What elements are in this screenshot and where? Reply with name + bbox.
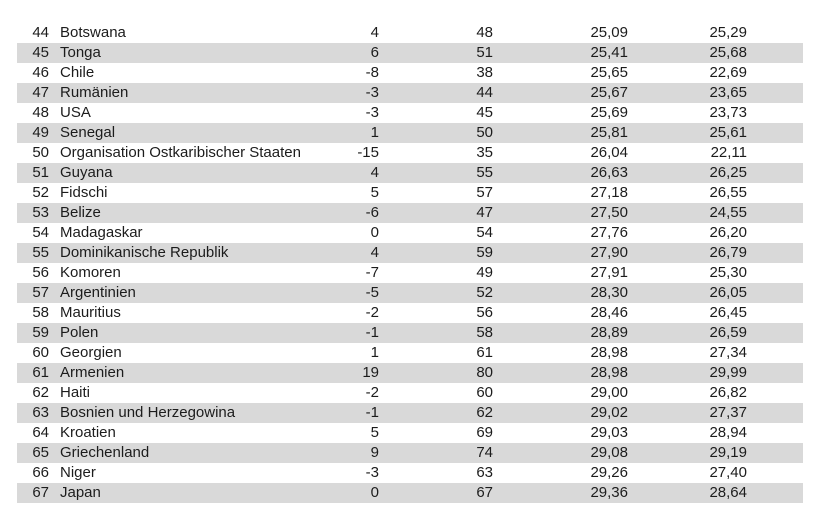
value-column-2-cell: 26,59 (709, 324, 747, 341)
rank-cell: 60 (32, 344, 49, 361)
secondary-rank-cell: 58 (476, 324, 493, 341)
rank-cell: 62 (32, 384, 49, 401)
value-column-2-cell: 25,61 (709, 124, 747, 141)
rank-change-cell: 6 (370, 44, 379, 61)
value-column-1-cell: 29,36 (590, 484, 628, 501)
rank-cell: 65 (32, 444, 49, 461)
country-name-cell: Madagaskar (60, 224, 143, 241)
value-column-1-cell: 28,98 (590, 344, 628, 361)
secondary-rank-cell: 69 (476, 424, 493, 441)
secondary-rank-cell: 57 (476, 184, 493, 201)
value-column-1-cell: 29,03 (590, 424, 628, 441)
country-name-cell: Griechenland (60, 444, 150, 461)
value-column-2-cell: 22,69 (709, 64, 747, 81)
rank-change-cell: -15 (357, 144, 379, 161)
rank-cell: 48 (32, 104, 49, 121)
value-column-2-cell: 26,82 (709, 384, 747, 401)
value-column-1-cell: 26,04 (590, 144, 628, 161)
table-row (17, 203, 803, 223)
table-row (17, 283, 803, 303)
rank-cell: 49 (32, 124, 49, 141)
value-column-2-cell: 25,68 (709, 44, 747, 61)
secondary-rank-cell: 61 (476, 344, 493, 361)
rank-change-cell: -1 (365, 324, 379, 341)
rank-cell: 55 (32, 244, 49, 261)
value-column-2-cell: 27,40 (709, 464, 747, 481)
table-row (17, 163, 803, 183)
table-row (17, 323, 803, 343)
value-column-1-cell: 25,69 (590, 104, 628, 121)
value-column-1-cell: 27,91 (590, 264, 628, 281)
table-row (17, 43, 803, 63)
value-column-2-cell: 27,34 (709, 344, 747, 361)
value-column-1-cell: 28,30 (590, 284, 628, 301)
table-row (17, 363, 803, 383)
rank-cell: 58 (32, 304, 49, 321)
secondary-rank-cell: 54 (476, 224, 493, 241)
value-column-1-cell: 28,46 (590, 304, 628, 321)
country-name-cell: Armenien (60, 364, 125, 381)
secondary-rank-cell: 67 (476, 484, 493, 501)
rank-change-cell: 4 (370, 164, 379, 181)
country-name-cell: Dominikanische Republik (60, 244, 229, 261)
table-row (17, 23, 803, 43)
secondary-rank-cell: 56 (476, 304, 493, 321)
country-name-cell: Chile (60, 64, 95, 81)
rank-cell: 61 (32, 364, 49, 381)
table-row (17, 403, 803, 423)
rank-change-cell: 5 (370, 424, 379, 441)
value-column-1-cell: 25,81 (590, 124, 628, 141)
value-column-1-cell: 25,67 (590, 84, 628, 101)
rank-cell: 54 (32, 224, 49, 241)
secondary-rank-cell: 51 (476, 44, 493, 61)
rank-change-cell: -3 (365, 84, 379, 101)
rank-cell: 56 (32, 264, 49, 281)
table-row (17, 143, 803, 163)
rank-change-cell: -7 (365, 264, 379, 281)
secondary-rank-cell: 62 (476, 404, 493, 421)
secondary-rank-cell: 48 (476, 24, 493, 41)
value-column-2-cell: 29,19 (709, 444, 747, 461)
rank-change-cell: -8 (365, 64, 379, 81)
country-name-cell: Guyana (60, 164, 113, 181)
value-column-2-cell: 29,99 (709, 364, 747, 381)
value-column-2-cell: 26,05 (709, 284, 747, 301)
country-name-cell: Haiti (60, 384, 91, 401)
rank-cell: 63 (32, 404, 49, 421)
value-column-1-cell: 25,65 (590, 64, 628, 81)
rank-change-cell: 1 (370, 124, 379, 141)
secondary-rank-cell: 49 (476, 264, 493, 281)
value-column-1-cell: 27,90 (590, 244, 628, 261)
value-column-1-cell: 25,41 (590, 44, 628, 61)
table-row (17, 103, 803, 123)
country-name-cell: Georgien (60, 344, 122, 361)
country-name-cell: Mauritius (60, 304, 121, 321)
table-row (17, 343, 803, 363)
table-row (17, 183, 803, 203)
country-name-cell: Fidschi (60, 184, 108, 201)
rank-cell: 45 (32, 44, 49, 61)
value-column-1-cell: 29,00 (590, 384, 628, 401)
rank-change-cell: 19 (362, 364, 379, 381)
table-row (17, 383, 803, 403)
value-column-1-cell: 28,98 (590, 364, 628, 381)
rank-cell: 53 (32, 204, 49, 221)
rank-cell: 47 (32, 84, 49, 101)
country-name-cell: Belize (60, 204, 101, 221)
table-row (17, 223, 803, 243)
rank-change-cell: 0 (370, 224, 379, 241)
rank-change-cell: 1 (370, 344, 379, 361)
value-column-2-cell: 24,55 (709, 204, 747, 221)
rank-change-cell: -2 (365, 304, 379, 321)
secondary-rank-cell: 44 (476, 84, 493, 101)
value-column-2-cell: 27,37 (709, 404, 747, 421)
country-ranking-table (17, 23, 803, 503)
rank-cell: 46 (32, 64, 49, 81)
value-column-1-cell: 26,63 (590, 164, 628, 181)
value-column-1-cell: 27,18 (590, 184, 628, 201)
secondary-rank-cell: 35 (476, 144, 493, 161)
value-column-2-cell: 28,64 (709, 484, 747, 501)
value-column-1-cell: 27,50 (590, 204, 628, 221)
rank-change-cell: 4 (370, 24, 379, 41)
value-column-2-cell: 26,20 (709, 224, 747, 241)
table-row (17, 123, 803, 143)
value-column-1-cell: 27,76 (590, 224, 628, 241)
secondary-rank-cell: 59 (476, 244, 493, 261)
table-row (17, 243, 803, 263)
rank-cell: 67 (32, 484, 49, 501)
rank-cell: 57 (32, 284, 49, 301)
rank-cell: 66 (32, 464, 49, 481)
country-name-cell: Botswana (60, 24, 126, 41)
country-name-cell: Niger (60, 464, 96, 481)
country-name-cell: Organisation Ostkaribischer Staaten (60, 144, 301, 161)
country-name-cell: Polen (60, 324, 99, 341)
value-column-1-cell: 28,89 (590, 324, 628, 341)
rank-change-cell: 4 (370, 244, 379, 261)
rank-change-cell: -6 (365, 204, 379, 221)
value-column-2-cell: 26,55 (709, 184, 747, 201)
value-column-1-cell: 29,08 (590, 444, 628, 461)
rank-change-cell: 0 (370, 484, 379, 501)
country-name-cell: Argentinien (60, 284, 136, 301)
value-column-2-cell: 28,94 (709, 424, 747, 441)
rank-change-cell: -3 (365, 104, 379, 121)
country-name-cell: Bosnien und Herzegowina (60, 404, 236, 421)
value-column-2-cell: 22,11 (710, 144, 747, 161)
rank-change-cell: -3 (365, 464, 379, 481)
country-name-cell: Kroatien (60, 424, 116, 441)
value-column-2-cell: 25,29 (709, 24, 747, 41)
value-column-1-cell: 29,26 (590, 464, 628, 481)
rank-change-cell: 5 (370, 184, 379, 201)
table-row (17, 423, 803, 443)
rank-cell: 44 (32, 24, 49, 41)
secondary-rank-cell: 50 (476, 124, 493, 141)
table-row (17, 83, 803, 103)
rank-cell: 50 (32, 144, 49, 161)
rank-cell: 51 (32, 164, 49, 181)
secondary-rank-cell: 63 (476, 464, 493, 481)
rank-change-cell: -2 (365, 384, 379, 401)
country-name-cell: Senegal (60, 124, 116, 141)
value-column-2-cell: 23,73 (709, 104, 747, 121)
secondary-rank-cell: 38 (476, 64, 493, 81)
secondary-rank-cell: 55 (476, 164, 493, 181)
rank-cell: 59 (32, 324, 49, 341)
secondary-rank-cell: 74 (476, 444, 493, 461)
secondary-rank-cell: 45 (476, 104, 493, 121)
rank-cell: 52 (32, 184, 49, 201)
rank-change-cell: 9 (370, 444, 379, 461)
secondary-rank-cell: 60 (476, 384, 493, 401)
secondary-rank-cell: 52 (476, 284, 493, 301)
table-row (17, 463, 803, 483)
table-row (17, 443, 803, 463)
value-column-2-cell: 25,30 (709, 264, 747, 281)
rank-change-cell: -1 (365, 404, 379, 421)
value-column-2-cell: 26,45 (709, 304, 747, 321)
secondary-rank-cell: 80 (476, 364, 493, 381)
table-row (17, 483, 803, 503)
value-column-2-cell: 23,65 (709, 84, 747, 101)
table-row (17, 263, 803, 283)
value-column-2-cell: 26,79 (709, 244, 747, 261)
table-row (17, 303, 803, 323)
rank-change-cell: -5 (365, 284, 379, 301)
value-column-1-cell: 29,02 (590, 404, 628, 421)
country-name-cell: Tonga (60, 44, 101, 61)
value-column-2-cell: 26,25 (709, 164, 747, 181)
country-name-cell: Rumänien (60, 84, 129, 101)
country-name-cell: Japan (60, 484, 101, 501)
country-name-cell: Komoren (60, 264, 121, 281)
country-name-cell: USA (60, 104, 91, 121)
secondary-rank-cell: 47 (476, 204, 493, 221)
value-column-1-cell: 25,09 (590, 24, 628, 41)
table-row (17, 63, 803, 83)
rank-cell: 64 (32, 424, 49, 441)
